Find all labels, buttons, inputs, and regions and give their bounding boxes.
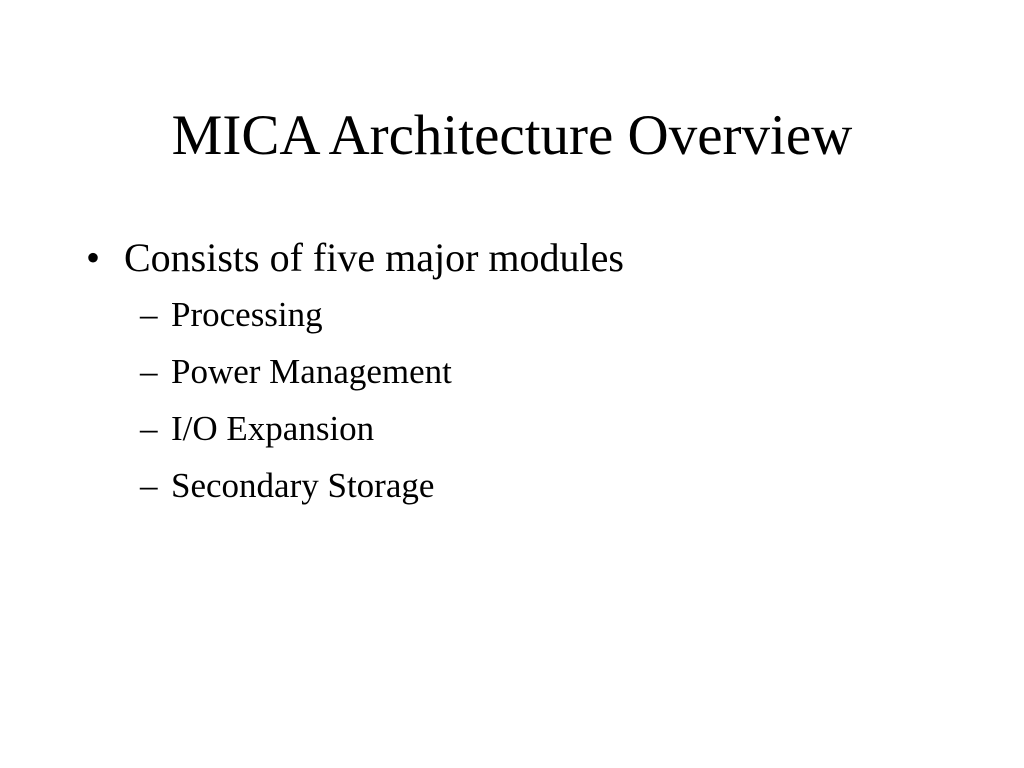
- dash-marker: –: [140, 409, 158, 448]
- sub-bullet-text: Processing: [171, 295, 323, 334]
- sub-bullet-item: [140, 295, 452, 352]
- sub-bullet-text: Power Management: [171, 352, 452, 391]
- sub-bullet-text: Secondary Storage: [171, 466, 435, 505]
- slide-title: MICA Architecture Overview: [171, 104, 853, 167]
- sub-bullet-item: [140, 409, 452, 466]
- dash-marker: –: [140, 352, 158, 391]
- dash-marker: –: [140, 295, 158, 334]
- sub-bullet-item: [140, 466, 452, 523]
- bullet-marker: •: [86, 235, 101, 280]
- sub-bullet-text: I/O Expansion: [171, 409, 375, 448]
- sub-bullet-item: [140, 352, 452, 409]
- sub-bullet-list: [140, 295, 452, 523]
- dash-marker: –: [140, 466, 158, 505]
- bullet-text: Consists of five major modules: [124, 235, 624, 280]
- bullet-item: [86, 234, 624, 282]
